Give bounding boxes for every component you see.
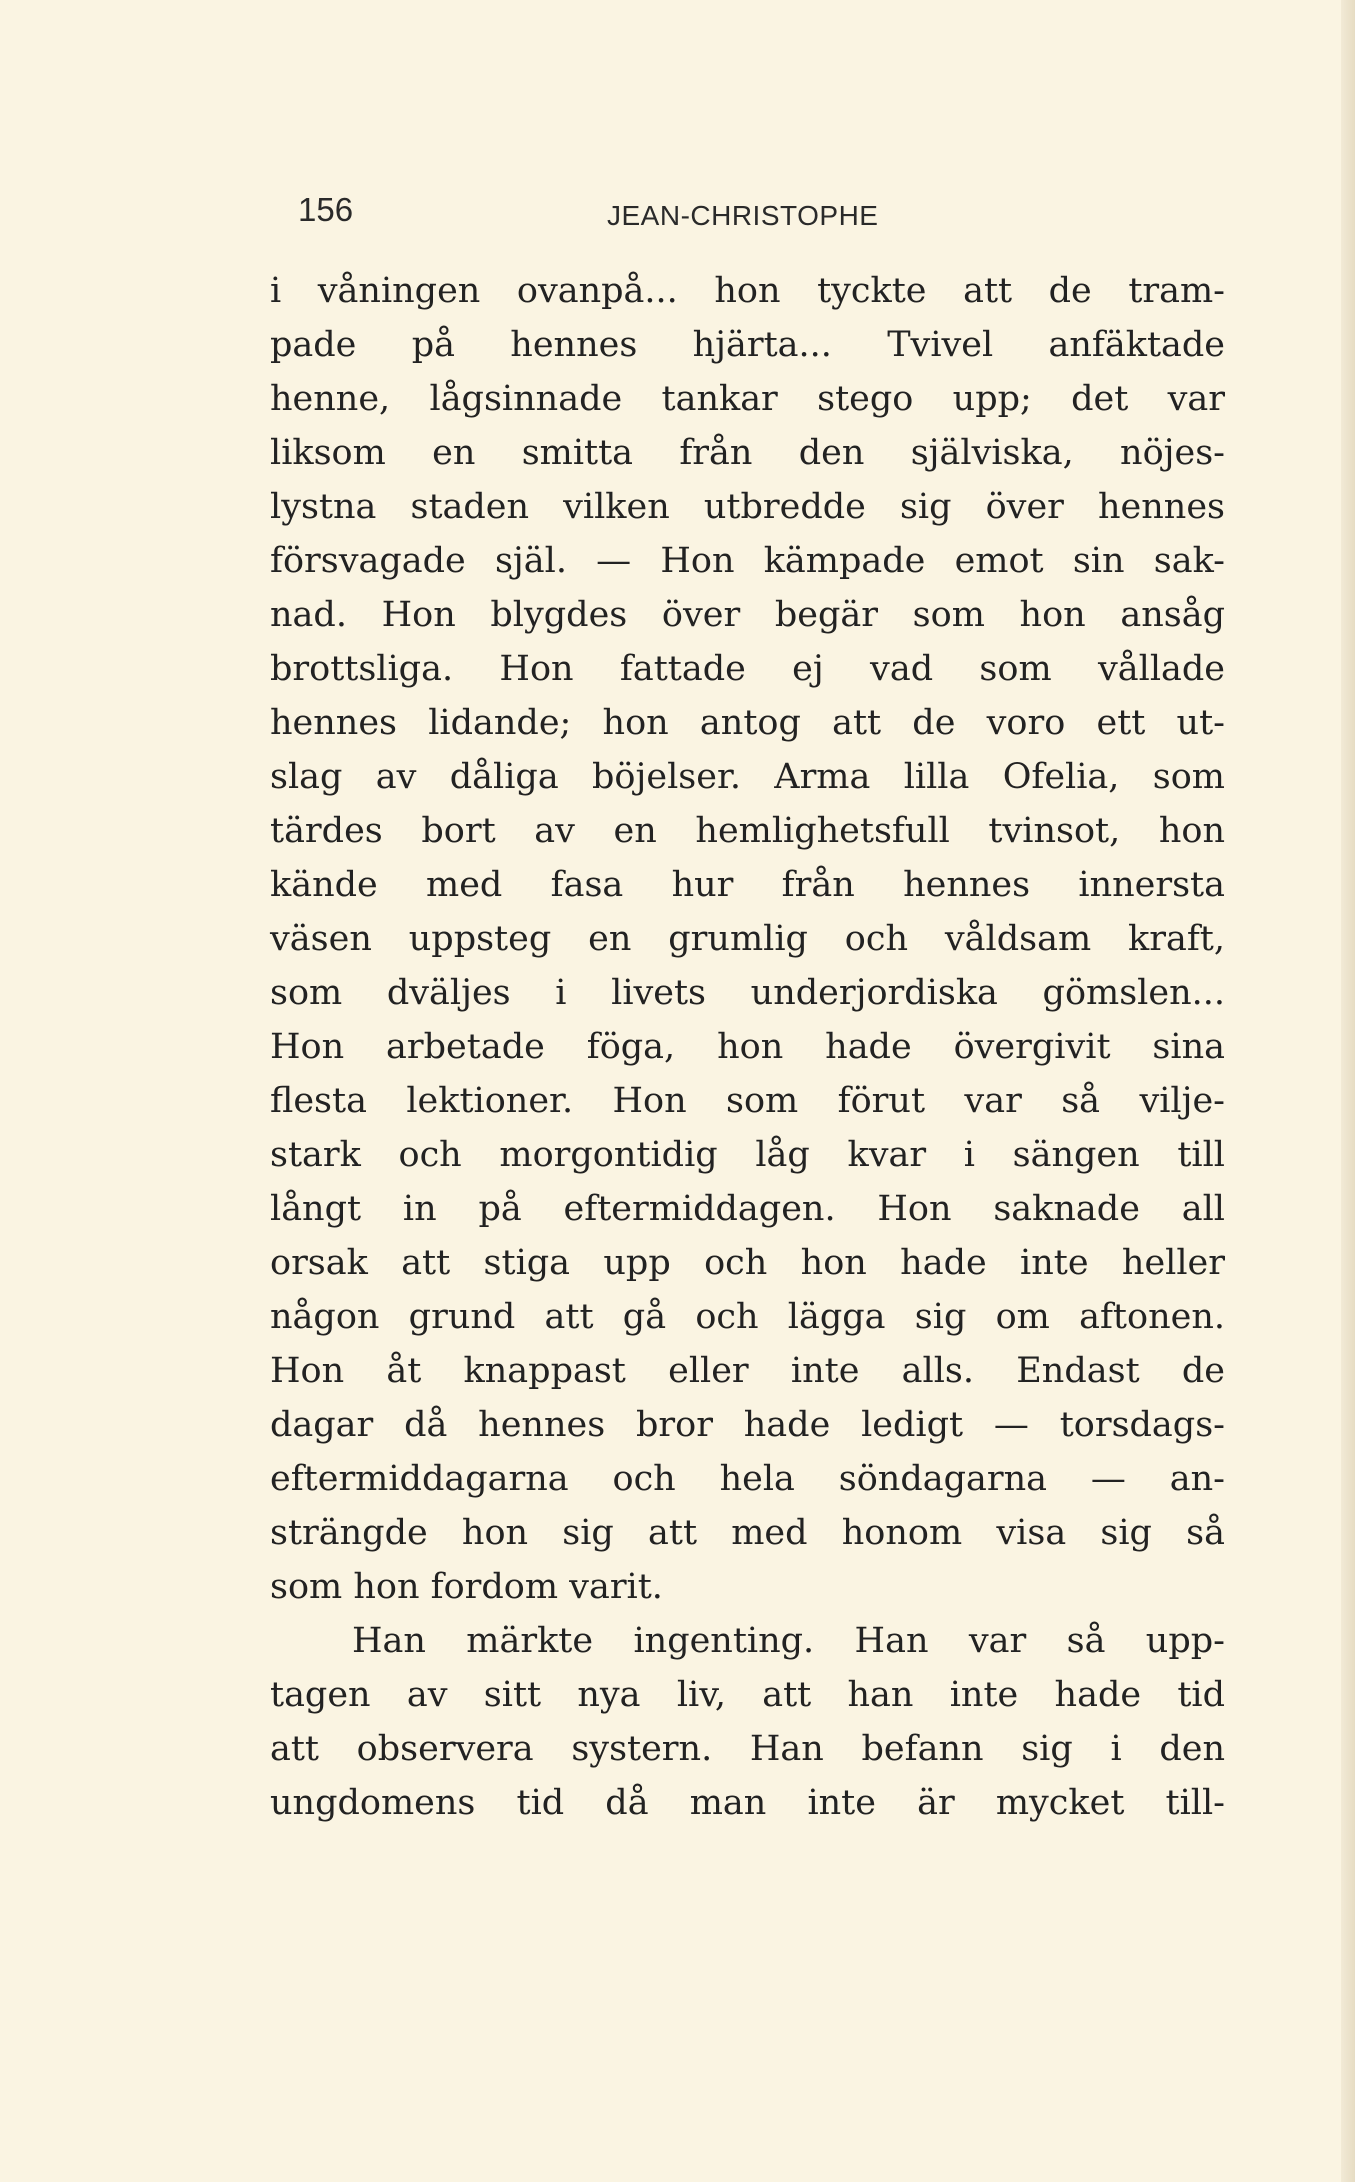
text-line: någon grund att gå och lägga sig om aftonen.: [270, 1297, 1225, 1337]
text-line: tagen av sitt nya liv, att han inte hade tid: [270, 1675, 1225, 1715]
text-line: hennes lidande; hon antog att de voro ett ut-: [270, 703, 1225, 743]
text-line-paragraph-start: Han märkte ingenting. Han var så upp-: [352, 1621, 1225, 1661]
text-line: brottsliga. Hon fattade ej vad som vållade: [270, 649, 1225, 689]
page-edge: [1341, 0, 1355, 2182]
text-line: som hon fordom varit.: [270, 1567, 663, 1607]
text-line: liksom en smitta från den själviska, nöjes-: [270, 433, 1225, 473]
text-line: nad. Hon blygdes över begär som hon ansåg: [270, 595, 1225, 635]
text-line: lystna staden vilken utbredde sig över hennes: [270, 487, 1225, 527]
text-line: att observera systern. Han befann sig i den: [270, 1729, 1225, 1769]
running-head: JEAN-CHRISTOPHE: [607, 200, 879, 231]
text-line: Hon åt knappast eller inte alls. Endast de: [270, 1351, 1225, 1391]
text-line: väsen uppsteg en grumlig och våldsam kraft,: [270, 919, 1225, 959]
text-line: försvagade själ. — Hon kämpade emot sin sak-: [270, 541, 1225, 581]
text-line: Hon arbetade föga, hon hade övergivit sina: [270, 1027, 1225, 1067]
text-line: henne, lågsinnade tankar stego upp; det var: [270, 379, 1225, 419]
text-line: långt in på eftermiddagen. Hon saknade all: [270, 1189, 1225, 1229]
text-line: i våningen ovanpå... hon tyckte att de tram-: [270, 271, 1225, 311]
text-line: dagar då hennes bror hade ledigt — torsdags-: [270, 1405, 1225, 1445]
text-line: kände med fasa hur från hennes innersta: [270, 865, 1225, 905]
text-line: orsak att stiga upp och hon hade inte heller: [270, 1243, 1225, 1283]
page-header: [298, 190, 1228, 240]
text-line: eftermiddagarna och hela söndagarna — an-: [270, 1459, 1225, 1499]
page-number: 156: [298, 191, 354, 228]
text-line: ungdomens tid då man inte är mycket till-: [270, 1783, 1225, 1823]
text-line: stark och morgontidig låg kvar i sängen till: [270, 1135, 1225, 1175]
text-line: som dväljes i livets underjordiska gömslen...: [270, 973, 1225, 1013]
text-line: strängde hon sig att med honom visa sig så: [270, 1513, 1225, 1553]
text-line: flesta lektioner. Hon som förut var så vilje-: [270, 1081, 1225, 1121]
text-line: slag av dåliga böjelser. Arma lilla Ofelia, som: [270, 757, 1225, 797]
text-line: tärdes bort av en hemlighetsfull tvinsot, hon: [270, 811, 1225, 851]
text-line: pade på hennes hjärta... Tvivel anfäktade: [270, 325, 1225, 365]
